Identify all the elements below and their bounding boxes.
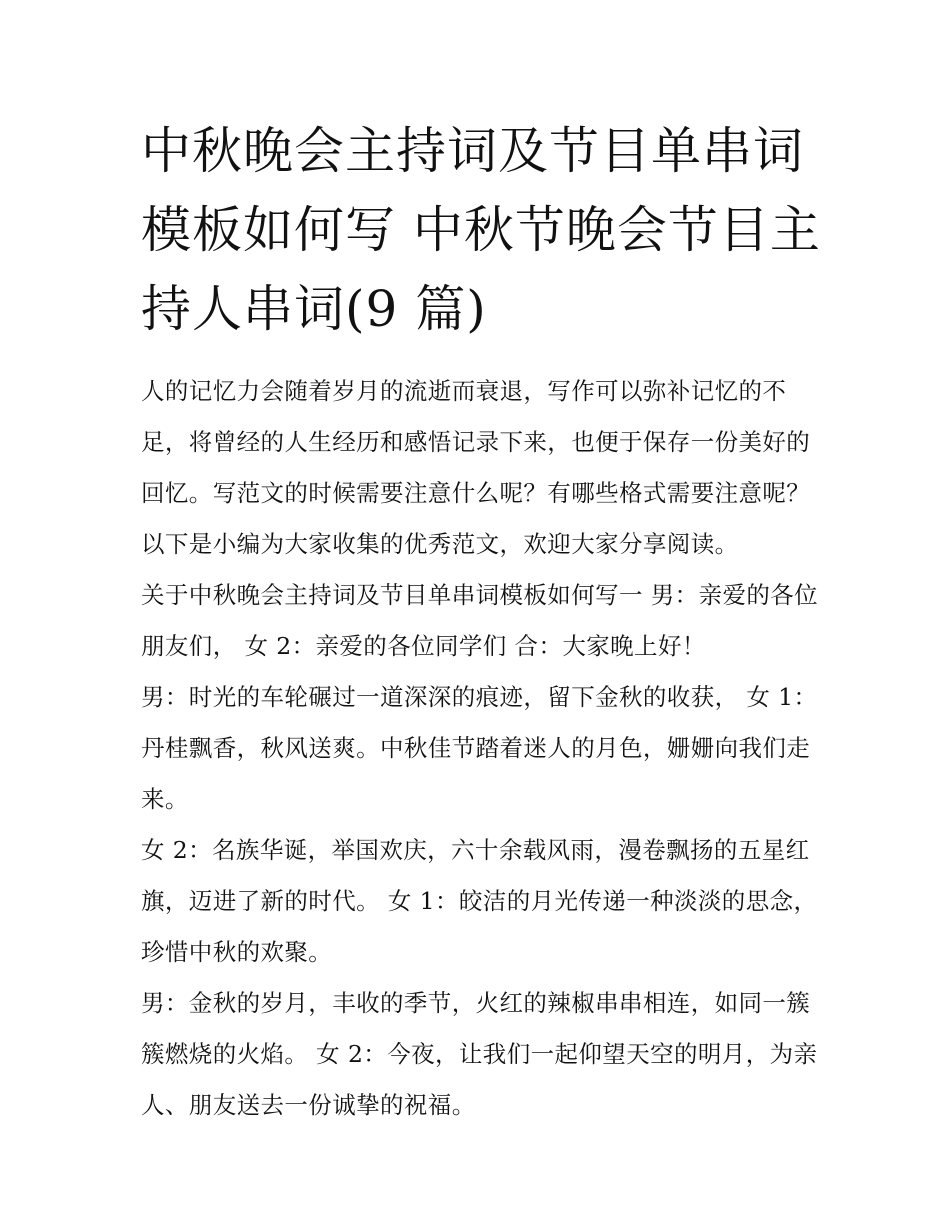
paragraph-male-1: 男：时光的车轮碾过一道深深的痕迹，留下金秋的收获， 女 1：丹桂飘香，秋风送爽。中秋佳节踏着迷人的月色，姗姗向我们走来。 bbox=[141, 683, 818, 813]
paragraph-intro: 人的记忆力会随着岁月的流逝而衰退，写作可以弥补记忆的不足，将曾经的人生经历和感悟记录下来，也便于保存一份美好的回忆。写范文的时候需要注意什么呢？有哪些格式需要注意呢？以下是小编为大家收集的优秀范文，欢迎大家分享阅读。 bbox=[141, 377, 811, 558]
title-line-3: 持人串词(9 篇) bbox=[141, 280, 487, 338]
paragraph-female-2: 女 2：名族华诞，举国欢庆，六十余载风雨，漫卷飘扬的五星红旗，迈进了新的时代。 女 1：皎洁的月光传递一种淡淡的思念，珍惜中秋的欢聚。 bbox=[141, 836, 818, 966]
document-page bbox=[141, 112, 821, 1131]
document-title bbox=[141, 112, 821, 349]
document-body bbox=[141, 366, 821, 1131]
title-line-2: 模板如何写 中秋节晚会节目主 bbox=[141, 201, 821, 259]
title-line-1: 中秋晚会主持词及节目单串词 bbox=[141, 122, 804, 180]
paragraph-opening: 关于中秋晚会主持词及节目单串词模板如何写一 男：亲爱的各位朋友们， 女 2：亲爱的各位同学们 合：大家晚上好！ bbox=[141, 581, 819, 660]
paragraph-male-2: 男：金秋的岁月，丰收的季节，火红的辣椒串串相连，如同一簇簇燃烧的火焰。 女 2：今夜，让我们一起仰望天空的明月，为亲人、朋友送去一份诚挚的祝福。 bbox=[141, 989, 818, 1119]
